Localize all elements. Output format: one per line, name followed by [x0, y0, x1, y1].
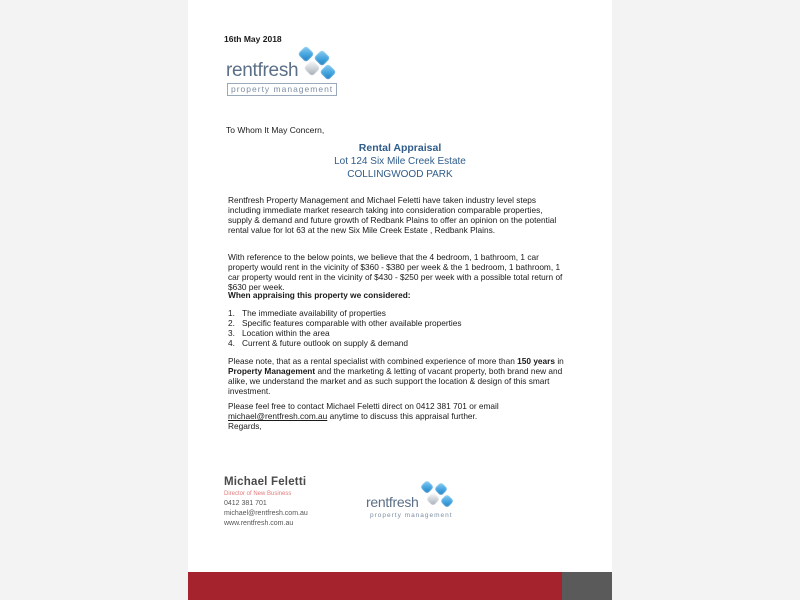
list-item: 1. The immediate availability of properties [228, 308, 386, 318]
rentfresh-logo-header [226, 46, 356, 96]
logo-wordmark: rentfresh [366, 494, 419, 510]
paragraph-experience: Please note, that as a rental specialist with combined experience of more than 150 years in Property Management and the marketing & letting of vacant property, both brand new and alike, we understand the market and as such support the location & design of this smart investment. [228, 356, 564, 396]
email-link[interactable]: michael@rentfresh.com.au [228, 411, 328, 421]
logo-tagline: property management [227, 83, 337, 96]
letter-page [188, 0, 612, 600]
footer-bar-red [188, 572, 562, 600]
footer-bar-grey [562, 572, 612, 600]
signatory-name: Michael Feletti [224, 476, 307, 488]
signature-block [224, 476, 308, 527]
considerations-list [228, 308, 462, 348]
considerations-heading: When appraising this property we considered: [228, 290, 411, 300]
paragraph-contact: Please feel free to contact Michael Feletti direct on 0412 381 701 or email michael@rentfresh.com.au anytime to discuss this appraisal further. [228, 401, 499, 421]
list-item: 2. Specific features comparable with other available properties [228, 318, 462, 328]
list-item: 3. Location within the area [228, 328, 330, 338]
paragraph-estimate: With reference to the below points, we believe that the 4 bedroom, 1 bathroom, 1 car property would rent in the vicinity of $360 - $380 per week & the 1 bedroom, 1 bathroom, 1 car property would rent in the vicinity of $430 - $250 per week with a possible total return of $630 per week. [228, 252, 563, 292]
letter-title: Rental Appraisal [358, 142, 442, 154]
signatory-phone: 0412 381 701 [224, 500, 267, 507]
letter-subtitle: Lot 124 Six Mile Creek Estate [334, 156, 466, 167]
logo-wordmark: rentfresh [226, 60, 299, 81]
letter-location: COLLINGWOOD PARK [347, 169, 453, 180]
logo-cubes-icon [296, 46, 346, 80]
letter-title-block [188, 142, 612, 181]
list-item: 4. Current & future outlook on supply & demand [228, 338, 409, 348]
signatory-email: michael@rentfresh.com.au [224, 510, 308, 517]
signatory-website: www.rentfresh.com.au [224, 520, 294, 527]
letter-date: 16th May 2018 [224, 34, 282, 44]
signatory-role: Director of New Business [224, 491, 292, 497]
salutation: To Whom It May Concern, [226, 125, 325, 135]
rentfresh-logo-footer [366, 480, 466, 520]
logo-cubes-icon [420, 480, 464, 510]
closing-regards: Regards, [228, 421, 262, 431]
paragraph-intro: Rentfresh Property Management and Michael Feletti have taken industry level steps including immediate market research taking into consideration comparable properties, supply & demand and future growth of Redbank Plains to offer an opinion on the potential rental value for lot 63 at the new Six Mile Creek Estate , Redbank Plains. [228, 195, 557, 235]
logo-tagline: property management [370, 512, 453, 519]
